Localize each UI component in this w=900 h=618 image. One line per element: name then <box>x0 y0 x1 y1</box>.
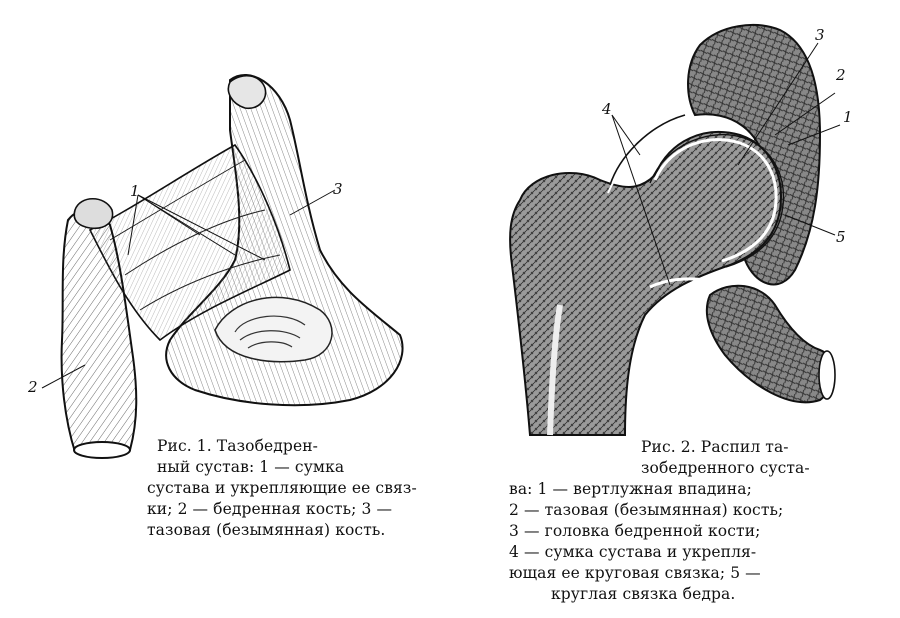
fig2-callout-2: 2 <box>836 66 846 84</box>
caption-line: сустава и укрепляющие ее связ- <box>147 479 417 497</box>
caption-line: ющая ее круговая связка; 5 — <box>509 564 761 582</box>
fig2-callout-1: 1 <box>843 108 853 126</box>
fig1-callout-1: 1 <box>130 182 140 200</box>
caption-line: ки; 2 — бедренная кость; 3 — <box>147 500 393 518</box>
hip-joint-drawing <box>20 60 420 480</box>
fig2-callout-5: 5 <box>836 228 846 246</box>
fig2-callout-3: 3 <box>815 26 825 44</box>
fig1-callout-2: 2 <box>28 378 38 396</box>
caption-line: круглая связка бедра. <box>551 585 736 603</box>
caption-line: 2 — тазовая (безымянная) кость; <box>509 501 784 519</box>
caption-line: зобедренного суста- <box>641 459 810 477</box>
caption-line: 4 — сумка сустава и укрепля- <box>509 543 757 561</box>
caption-line: ный сустав: 1 — сумка <box>157 458 345 476</box>
figure-2-hip-section-illustration <box>490 15 890 440</box>
femur-cut-end <box>74 442 130 458</box>
hip-section-drawing <box>490 15 890 440</box>
fig1-callout-3: 3 <box>333 180 343 198</box>
caption-line: Рис. 2. Распил та- <box>641 438 789 456</box>
fig2-callout-4: 4 <box>602 100 612 118</box>
caption-line: тазовая (безымянная) кость. <box>147 521 386 539</box>
caption-line: ва: 1 — вертлужная впадина; <box>509 480 752 498</box>
caption-line: 3 — головка бедренной кости; <box>509 522 761 540</box>
figure-1-caption <box>147 436 415 541</box>
figure-1-hip-joint-illustration <box>20 60 420 480</box>
caption-line: Рис. 1. Тазобедрен- <box>157 437 318 455</box>
figure-2-caption <box>509 437 887 605</box>
ischium-section <box>707 286 831 403</box>
